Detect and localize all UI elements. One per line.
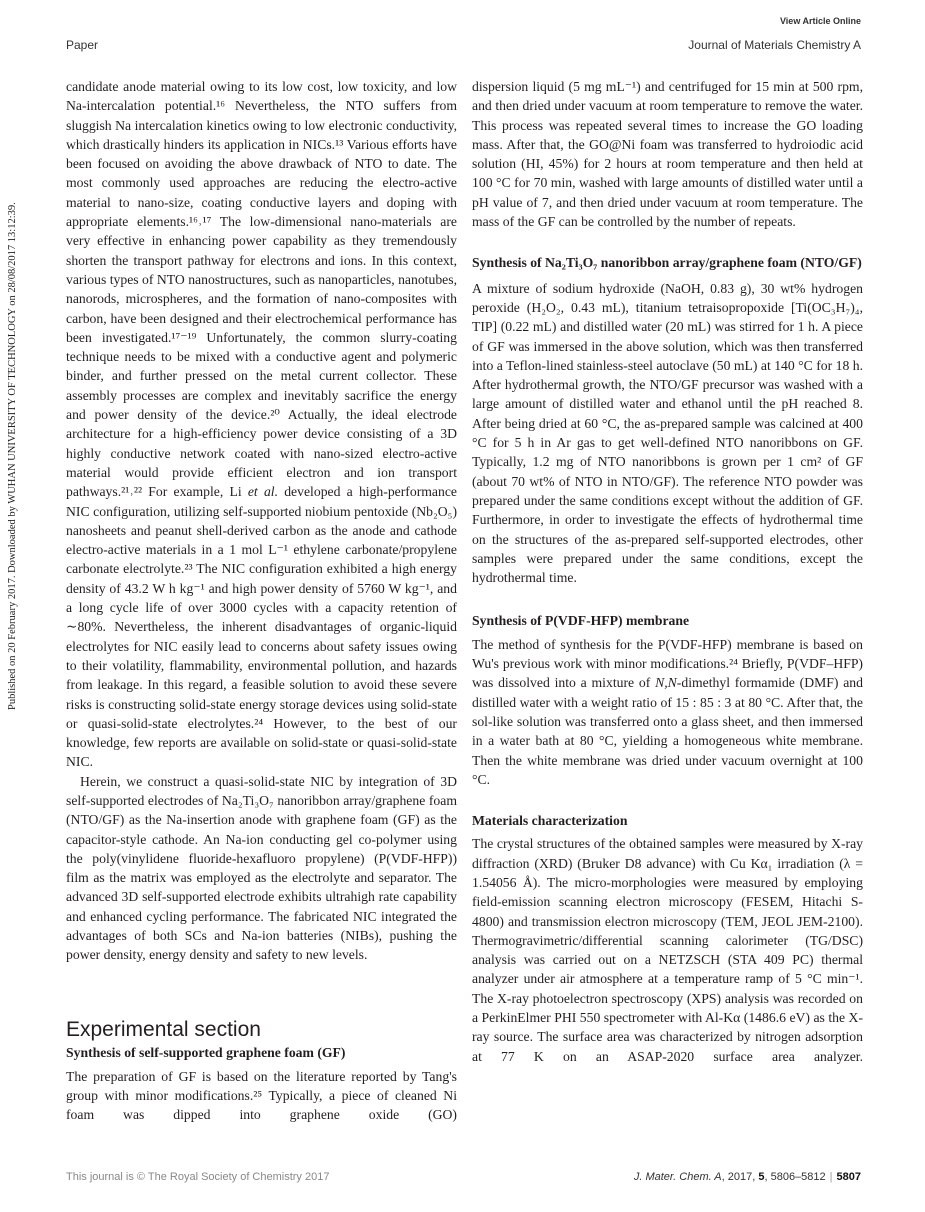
citation-volume: 5 — [758, 1171, 765, 1183]
right-column — [472, 77, 863, 1066]
citation-journal: J. Mater. Chem. A — [633, 1171, 722, 1183]
materials-heading: Materials characterization — [472, 813, 628, 829]
nto-paragraph: A mixture of sodium hydroxide (NaOH, 0.83 g), 30 wt% hydrogen peroxide (H₂O₂, 0.43 mL), titanium tetraisopropoxide [Ti(OC₃H₇)₄, TIP] (0.22 mL) and distilled water (20 mL) was stirred for 1 h. A piece of GF was immersed in the above solution, which was then transferred into a Teflon-lined stainless-steel autoclave (50 mL) at 140 °C for 18 h. After hydrothermal growth, the NTO/GF precursor was washed with a large amount of distilled water and ethanol until the pH reached 8. After being dried at 60 °C, the as-prepared sample was calcined at 400 °C for 5 h in Ar gas to get well-defined NTO nanoribbons on GF. Typically, 1.2 mg of NTO nanoribbons is grown per 1 cm² of GF (about 70 wt% of NTO in NTO/GF). The reference NTO powder was prepared under the same conditions except without the addition of GF. Furthermore, in order to investigate the effects of hydrothermal time on the structures of the as-prepared self-supported electrodes, other samples were prepared under the same conditions, except the hydrothermal time. — [472, 280, 863, 586]
citation — [634, 1171, 861, 1183]
pvdf-text-b: -dimethyl formamide (DMF) and distilled water with a weight ratio of 15 : 85 : 3 at 80 °C. After that, the sol-like solution was transferred onto a glass sheet, and then immersed in a water bath at 80 °C, yielding a homogeneous white membrane. Then the white membrane was dried under vacuum overnight at 100 °C. — [472, 675, 863, 787]
copyright-notice: This journal is © The Royal Society of Chemistry 2017 — [66, 1171, 330, 1183]
intro-italic: et al. — [247, 484, 279, 500]
pvdf-paragraph — [472, 635, 863, 789]
nto-heading: Synthesis of Na₂Ti₃O₇ nanoribbon array/graphene foam (NTO/GF) — [472, 255, 862, 271]
page-number: 5807 — [836, 1171, 861, 1183]
citation-year: , 2017, — [721, 1171, 759, 1183]
pvdf-heading: Synthesis of P(VDF-HFP) membrane — [472, 613, 690, 629]
publication-notice: Published on 20 February 2017. Downloaded by WUHAN UNIVERSITY OF TECHNOLOGY on 28/08/2017 13:12:39. — [7, 202, 18, 710]
intro-text-b: developed a high-performance NIC configuration, utilizing self-supported niobium pentoxide (Nb₂O₅) nanosheets and peanut shell-derived carbon as the anode and cathode electro-active materials in a 1 mol L⁻¹ ethylene carbonate/propylene carbonate electrolyte.²³ The NIC configuration exhibited a high energy density of 43.2 W h kg⁻¹ and high power density of 5760 W kg⁻¹, and a long cycle life of over 3000 cycles with a capacity retention of ∼80%. Nevertheless, the inherent disadvantages of organic-liquid electrolytes for NIC easily lead to concerns about safety issues owing to their volatility, flammability, environmental pollution, and hazards from leakage. In this regard, a feasible solution to avoid these severe risks is constructing solid-state energy storage devices using solid-state or quasi-solid-state electrolytes.²⁴ However, to the best of our knowledge, few reports are available on solid-state or quasi-solid-state NIC. — [66, 484, 457, 770]
pvdf-text-a: The method of synthesis for the P(VDF-HFP) membrane is based on Wu's previous work with minor modifications.²⁴ Briefly, P(VDF–HFP) was dissolved into a mixture of — [472, 636, 863, 691]
experimental-section — [66, 1020, 457, 1124]
gf-continued-paragraph: dispersion liquid (5 mg mL⁻¹) and centrifuged for 15 min at 500 rpm, and then dried under vacuum at room temperature to remove the water. This process was repeated several times to increase the GO loading mass. After that, the GO@Ni foam was transferred to hydroiodic acid solution (HI, 45%) for 2 hours at room temperature and then held at 100 °C for 70 min, washed with large amounts of distilled water until a pH value of 7, and then dried under vacuum at room temperature. The mass of the GF can be controlled by the number of repeats. — [472, 79, 863, 230]
left-intro — [66, 77, 457, 965]
footer-separator: | — [829, 1171, 833, 1183]
gf-paragraph: The preparation of GF is based on the literature reported by Tang's group with minor modifications.²⁵ Typically, a piece of cleaned Ni foam was dipped into graphene oxide (GO) — [66, 1068, 457, 1123]
herein-paragraph: Herein, we construct a quasi-solid-state NIC by integration of 3D self-supported electrodes of Na₂Ti₃O₇ nanoribbon array/graphene foam (NTO/GF) as the Na-insertion anode with graphene foam (GF) as the capacitor-style cathode. An Na-ion conducting gel co-polymer using the poly(vinylidene fluoride-hexafluoro propylene) (P(VDF-HFP)) film as the matrix was employed as the electrolyte and separator. The advanced 3D self-supported electrode exhibits ultrahigh rate capability and enhanced cycling performance. The fabricated NIC integrated the advantages of both SCs and Na-ion batteries (NIBs), pushing the power density, energy density and safety to new levels. — [66, 773, 457, 963]
citation-pages: , 5806–5812 — [764, 1171, 826, 1183]
view-article-online-link[interactable]: View Article Online — [779, 16, 861, 26]
pvdf-italic: N,N — [655, 675, 677, 691]
gf-heading: Synthesis of self-supported graphene foam (GF) — [66, 1045, 346, 1061]
publication-sidebar — [3, 150, 23, 710]
intro-text-a: candidate anode material owing to its low cost, low toxicity, and low Na-intercalation potential.¹⁶ Nevertheless, the NTO suffers from sluggish Na intercalation kinetics owing to low electronic conductivity, which drastically hinders its application in NICs.¹³ Various efforts have been focused on avoiding the above drawback of NTO to date. The most commonly used approaches are reducing the electro-active material to nano-size, coating conductive layers and doping with appropriate elements.¹⁶˒¹⁷ The low-dimensional nano-materials are very effective in enhancing power capability as they tremendously shorten the transport pathway for electrons and ions. In this context, various types of NTO nanostructures, such as nanoparticles, nanotubes, nanorods, microspheres, and the formation of nano-composites with carbon, have been designed and their electrochemical performance has been investigated.¹⁷⁻¹⁹ Unfortunately, the common slurry-coating technique needs to be mixed with a conductive agent and polymeric binder, and further pressed on the metal current collector. These assembly processes are complex and inevitably sacrifice the energy and power density of the device.²⁰ Actually, the ideal electrode architecture for a high-efficiency power device consisting of a 3D highly conductive network coated with nano-sized electro-active material would provide efficient electron and ion transport pathways.²¹˒²² For example, Li — [66, 79, 457, 500]
materials-paragraph: The crystal structures of the obtained samples were measured by X-ray diffraction (XRD) (Bruker D8 advance) with Cu Kα₁ irradiation (λ = 1.54056 Å). The micro-morphologies were measured by employing field-emission scanning electron microscopy (FESEM, Hitachi S-4800) and transmission electron microscopy (TEM, JEOL JEM-2100). Thermogravimetric/differential scanning calorimeter (TG/DSC) analysis was carried out on a NETZSCH (STA 409 PC) thermal analyzer under air atmosphere at a temperature ramp of 5 °C min⁻¹. The X-ray photoelectron spectroscopy (XPS) analysis was recorded on a PerkinElmer PHI 550 spectrometer with Al-Kα (1486.6 eV) as the X-ray source. The surface area was characterized by nitrogen adsorption at 77 K on an ASAP-2020 surface area analyzer. — [472, 836, 863, 1064]
journal-name: Journal of Materials Chemistry A — [688, 38, 861, 52]
section-label: Paper — [66, 38, 99, 52]
intro-paragraph — [66, 77, 457, 772]
section-title: Experimental section — [66, 1018, 261, 1041]
